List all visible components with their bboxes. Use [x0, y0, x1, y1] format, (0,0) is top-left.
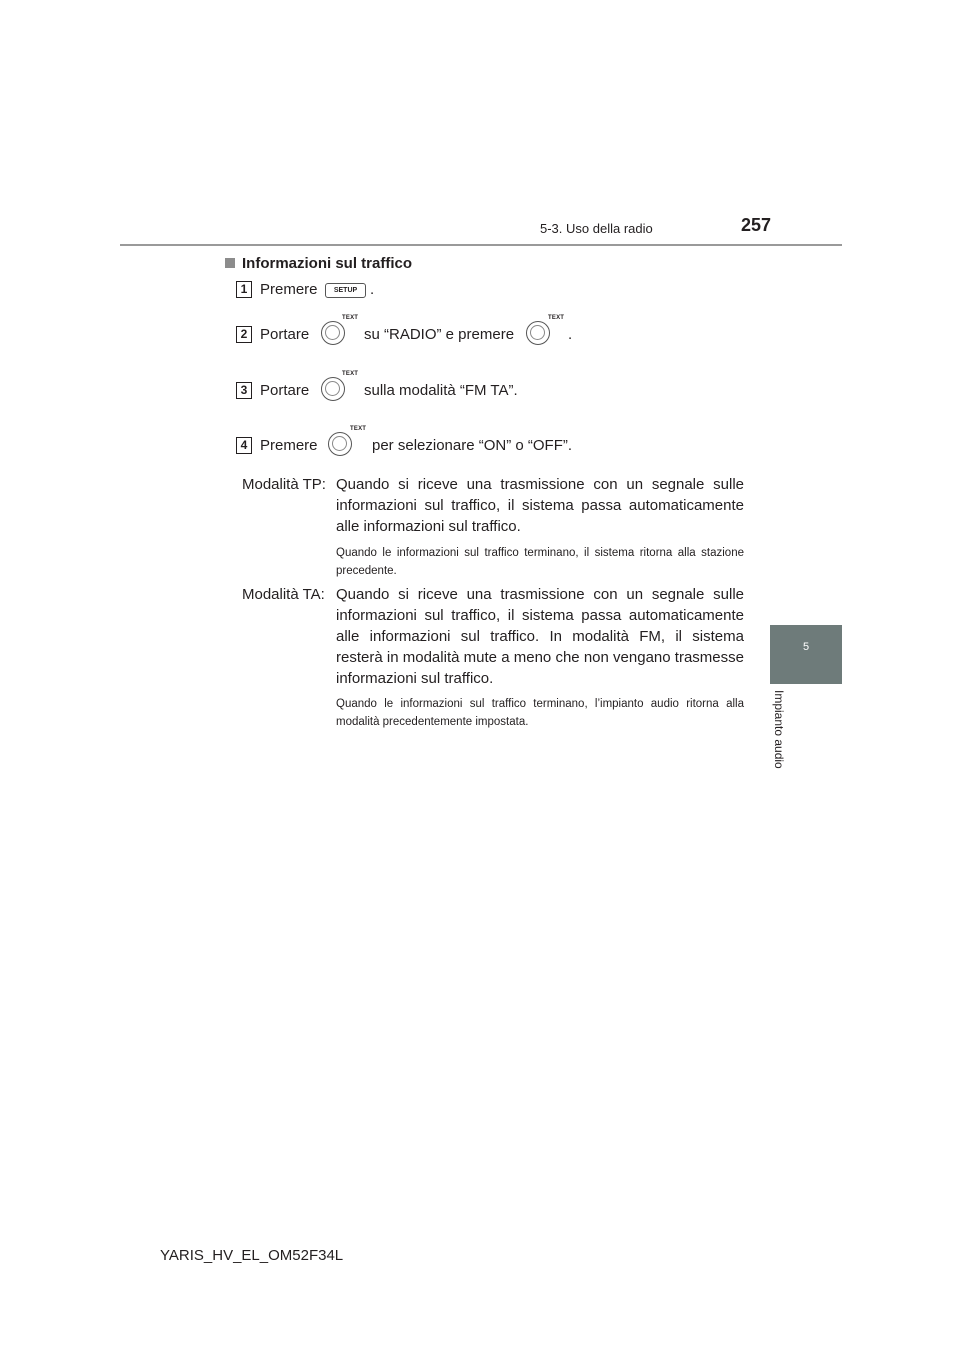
mode-ta-term: Modalità TA: [242, 586, 325, 603]
chapter-tab [770, 625, 842, 684]
step-2-text-before: Portare [260, 326, 310, 343]
tune-knob-icon [321, 321, 345, 345]
step-4-text-after: per selezionare “ON” o “OFF”. [372, 437, 573, 454]
document-code: YARIS_HV_EL_OM52F34L [160, 1247, 344, 1264]
knob-text-label: TEXT [342, 315, 359, 321]
chapter-title-text: Impianto audio [772, 690, 786, 769]
setup-button-icon: SETUP [325, 283, 366, 298]
step-number-1: 1 [236, 281, 252, 298]
mode-ta-description: Quando si riceve una trasmissione con un segnale sulle informazioni sul traffico, il sistema passa automaticamente alle informazioni sul traffico. In modalità FM, il sistema resterà in modalità mute a meno che non vengano trasmesse informazioni sul traffico. [336, 586, 744, 687]
header-divider [120, 244, 842, 246]
mode-tp-term: Modalità TP: [242, 476, 326, 493]
chapter-title [772, 690, 802, 820]
mode-tp-note: Quando le informazioni sul traffico terminano, il sistema ritorna alla stazione precedente. [336, 547, 744, 577]
knob-text-label: TEXT [342, 371, 359, 377]
knob-text-label: TEXT [548, 315, 565, 321]
step-number-4: 4 [236, 437, 252, 454]
heading-square-icon [225, 258, 235, 268]
step-number-3: 3 [236, 382, 252, 399]
step-number-2: 2 [236, 326, 252, 343]
section-heading-text: Informazioni sul traffico [242, 255, 413, 272]
section-heading [225, 255, 412, 272]
page-number: 257 [741, 215, 772, 235]
mode-tp-description: Quando si riceve una trasmissione con un segnale sulle informazioni sul traffico, il sistema passa automaticamente alle informazioni sul traffico. [336, 476, 744, 535]
step-1-text-after: . [370, 281, 375, 298]
tune-knob-icon [321, 377, 345, 401]
tune-knob-icon [526, 321, 550, 345]
step-1-text-before: Premere [260, 281, 318, 298]
chapter-number: 5 [802, 641, 810, 653]
tune-knob-icon [328, 432, 352, 456]
step-3-text-before: Portare [260, 382, 310, 399]
knob-text-label: TEXT [350, 426, 367, 432]
step-2-text-middle: su “RADIO” e premere [364, 326, 515, 343]
step-2-text-after: . [568, 326, 573, 343]
step-4-text-before: Premere [260, 437, 318, 454]
step-3-text-after: sulla modalità “FM TA”. [364, 382, 518, 399]
section-title: 5-3. Uso della radio [540, 221, 653, 236]
mode-ta-note: Quando le informazioni sul traffico terminano, l’impianto audio ritorna alla modalità precedentemente impostata. [336, 698, 744, 728]
